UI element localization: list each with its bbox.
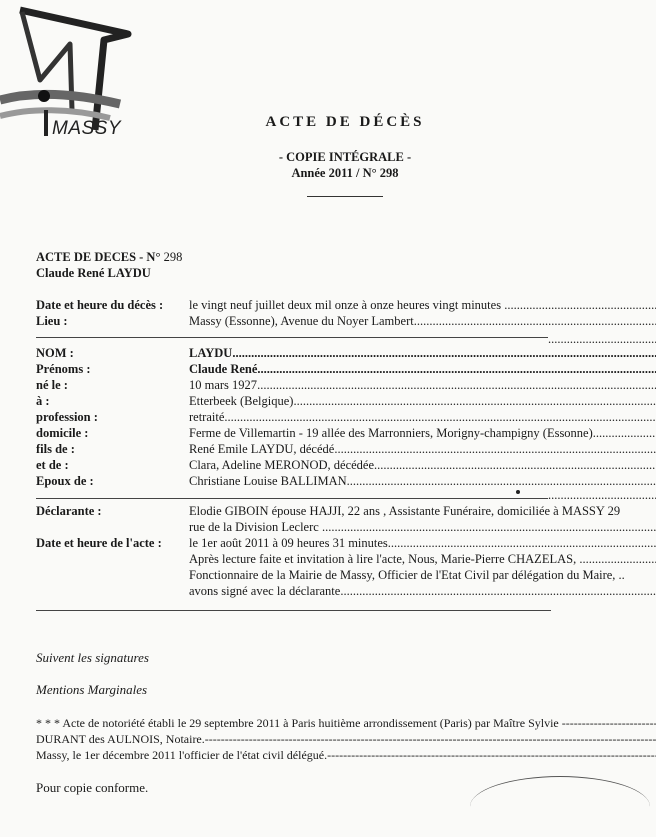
mentions-title: Mentions Marginales bbox=[36, 682, 148, 697]
section-divider bbox=[36, 498, 548, 499]
document-year-number: Année 2011 / N° 298 bbox=[291, 166, 399, 180]
identity-value: Etterbeek (Belgique) ..... bbox=[189, 394, 656, 409]
acte-date-line-1: le 1er août 2011 à 09 heures 31 minutes ..... bbox=[189, 536, 656, 552]
mentions-line-3: Massy, le 1er décembre 2011 l'officier de l'état civil délégué. ----- bbox=[36, 748, 656, 764]
identity-row-father: fils de : René Emile LAYDU, décédé ..... bbox=[36, 442, 656, 458]
document-title: ACTE DE DÉCÈS bbox=[265, 114, 425, 130]
acte-date-line-2: Après lecture faite et invitation à lire l'acte, Nous, Marie-Pierre CHAZELAS, ..... bbox=[189, 552, 656, 568]
logo-text: MASSY bbox=[52, 118, 122, 139]
death-place-value: Massy (Essonne), Avenue du Noyer Lambert ..... bbox=[189, 314, 656, 329]
act-number-label: ACTE DE DECES - N° bbox=[36, 250, 161, 264]
section-divider bbox=[36, 337, 548, 338]
acte-date-label: Date et heure de l'acte : bbox=[36, 536, 162, 550]
mentions-line-1: * * * Acte de notoriété établi le 29 septembre 2011 à Paris huitième arrondissement (Paris) par Maître Sylvie ----- bbox=[36, 716, 656, 732]
person-name: Claude René LAYDU bbox=[36, 266, 151, 280]
identity-row-domicile: domicile : Ferme de Villemartin - 19 allée des Marronniers, Morigny-champigny (Essonne) ..... bbox=[36, 426, 656, 442]
identity-row-spouse: Epoux de : Christiane Louise BALLIMAN ..... bbox=[36, 474, 656, 490]
scan-speck bbox=[516, 490, 520, 494]
signatures-note: Suivent les signatures bbox=[36, 650, 149, 665]
section-divider bbox=[36, 610, 551, 611]
stamp-arc bbox=[470, 776, 650, 837]
identity-value: Clara, Adeline MERONOD, décédée ..... bbox=[189, 458, 656, 473]
identity-value: 10 mars 1927 ..... bbox=[189, 378, 656, 393]
death-place-row bbox=[36, 314, 656, 330]
death-date-row bbox=[36, 298, 656, 314]
identity-row-nom: NOM : LAYDU ..... bbox=[36, 346, 656, 362]
dotted-filler bbox=[548, 488, 656, 504]
declarant-label: Déclarante : bbox=[36, 504, 102, 518]
act-number-value: 298 bbox=[160, 250, 183, 264]
identity-value: Ferme de Villemartin - 19 allée des Marronniers, Morigny-champigny (Essonne) ..... bbox=[189, 426, 656, 441]
identity-value: Christiane Louise BALLIMAN ..... bbox=[189, 474, 656, 489]
copy-conform-note: Pour copie conforme. bbox=[36, 780, 149, 795]
death-date-value: le vingt neuf juillet deux mil onze à onze heures vingt minutes ..... bbox=[189, 298, 656, 313]
identity-value: LAYDU ..... bbox=[189, 346, 656, 361]
identity-value: Claude René ..... bbox=[189, 362, 656, 377]
document-subtitle: - COPIE INTÉGRALE - bbox=[278, 150, 412, 164]
death-place-label: Lieu : bbox=[36, 314, 68, 328]
identity-row-birthplace: à : Etterbeek (Belgique) ..... bbox=[36, 394, 656, 410]
acte-date-line-3: Fonctionnaire de la Mairie de Massy, Officier de l'Etat Civil par délégation du Maire, .. bbox=[189, 568, 625, 582]
identity-row-prenoms: Prénoms : Claude René ..... bbox=[36, 362, 656, 378]
declarant-line-2: rue de la Division Leclerc ..... bbox=[189, 520, 656, 536]
death-date-label: Date et heure du décès : bbox=[36, 298, 164, 312]
identity-value: retraité ..... bbox=[189, 410, 656, 425]
identity-row-profession: profession : retraité ..... bbox=[36, 410, 656, 426]
header-divider bbox=[307, 196, 383, 197]
identity-value: René Emile LAYDU, décédé ..... bbox=[189, 442, 656, 457]
act-number bbox=[36, 250, 182, 265]
declarant-line-1: Elodie GIBOIN épouse HAJJI, 22 ans , Assistante Funéraire, domiciliée à MASSY 29 bbox=[189, 504, 621, 518]
acte-date-line-4: avons signé avec la déclarante ..... bbox=[189, 584, 656, 600]
identity-row-mother: et de : Clara, Adeline MERONOD, décédée ..... bbox=[36, 458, 656, 474]
identity-row-birthdate: né le : 10 mars 1927 ..... bbox=[36, 378, 656, 394]
mentions-line-2: DURANT des AULNOIS, Notaire. ----- bbox=[36, 732, 656, 748]
